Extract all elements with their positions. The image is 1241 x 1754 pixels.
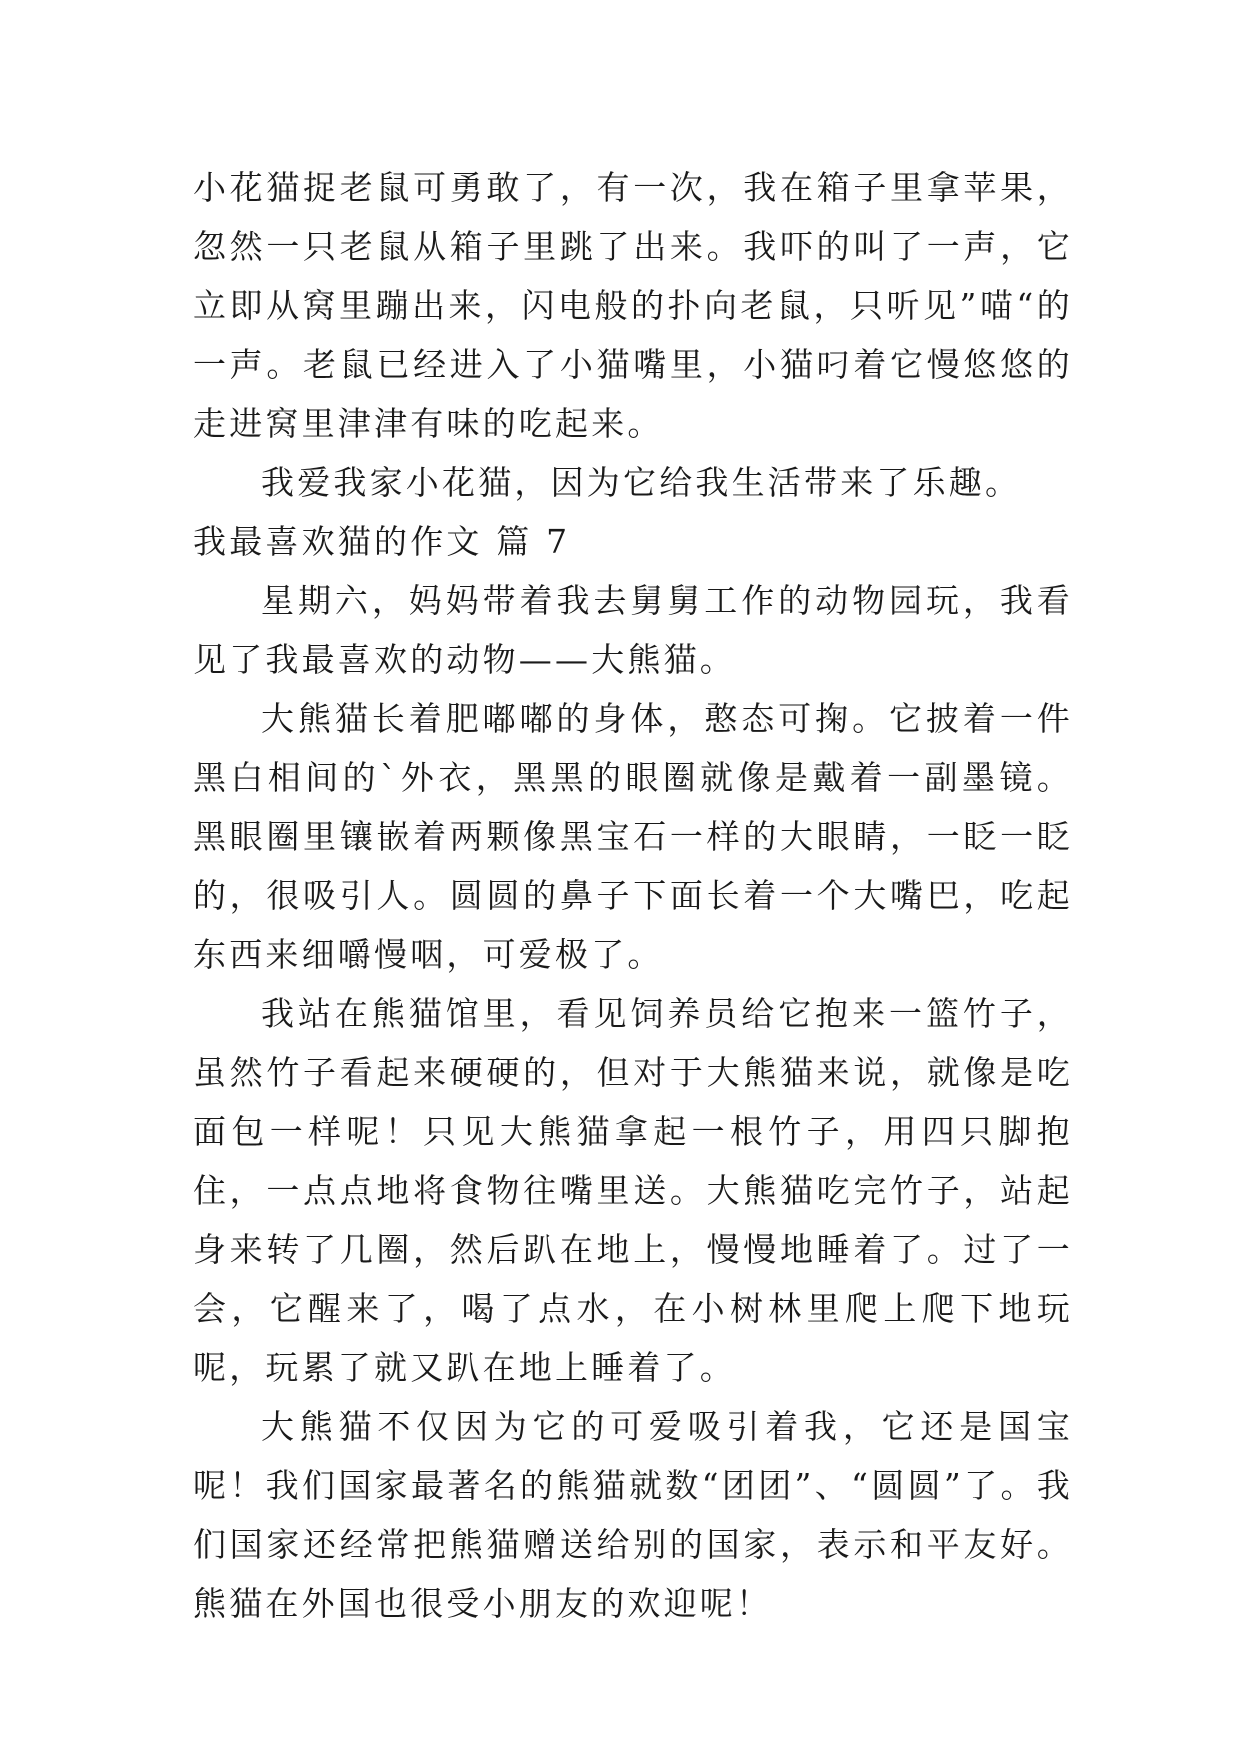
document-body <box>193 158 1073 1633</box>
paragraph-cat-catching-mouse: 小花猫捉老鼠可勇敢了，有一次，我在箱子里拿苹果，忽然一只老鼠从箱子里跳了出来。我吓的叫了一声，它立即从窝里蹦出来，闪电般的扑向老鼠，只听见”喵“的一声。老鼠已经进入了小猫嘴里，小猫叼着它慢悠悠的走进窝里津津有味的吃起来。 <box>193 168 1073 443</box>
paragraph-love-cat: 我爱我家小花猫，因为它给我生活带来了乐趣。 <box>261 463 1022 502</box>
paragraph-panda-eating: 我站在熊猫馆里，看见饲养员给它抱来一篮竹子，虽然竹子看起来硬硬的，但对于大熊猫来说，就像是吃面包一样呢！只见大熊猫拿起一根竹子，用四只脚抱住，一点点地将食物往嘴里送。大熊猫吃完竹子，站起身来转了几圈，然后趴在地上，慢慢地睡着了。过了一会，它醒来了，喝了点水，在小树林里爬上爬下地玩呢，玩累了就又趴在地上睡着了。 <box>193 994 1073 1387</box>
section-title: 我最喜欢猫的作文 篇 7 <box>193 522 571 561</box>
paragraph-zoo-visit: 星期六，妈妈带着我去舅舅工作的动物园玩，我看见了我最喜欢的动物——大熊猫。 <box>193 581 1073 679</box>
paragraph-panda-appearance: 大熊猫长着肥嘟嘟的身体，憨态可掬。它披着一件黑白相间的`外衣，黑黑的眼圈就像是戴着一副墨镜。黑眼圈里镶嵌着两颗像黑宝石一样的大眼睛，一眨一眨的，很吸引人。圆圆的鼻子下面长着一个大嘴巴，吃起东西来细嚼慢咽，可爱极了。 <box>193 699 1073 974</box>
paragraph-national-treasure: 大熊猫不仅因为它的可爱吸引着我，它还是国宝呢！我们国家最著名的熊猫就数“团团”、“圆圆”了。我们国家还经常把熊猫赠送给别的国家，表示和平友好。熊猫在外国也很受小朋友的欢迎呢！ <box>193 1407 1073 1623</box>
